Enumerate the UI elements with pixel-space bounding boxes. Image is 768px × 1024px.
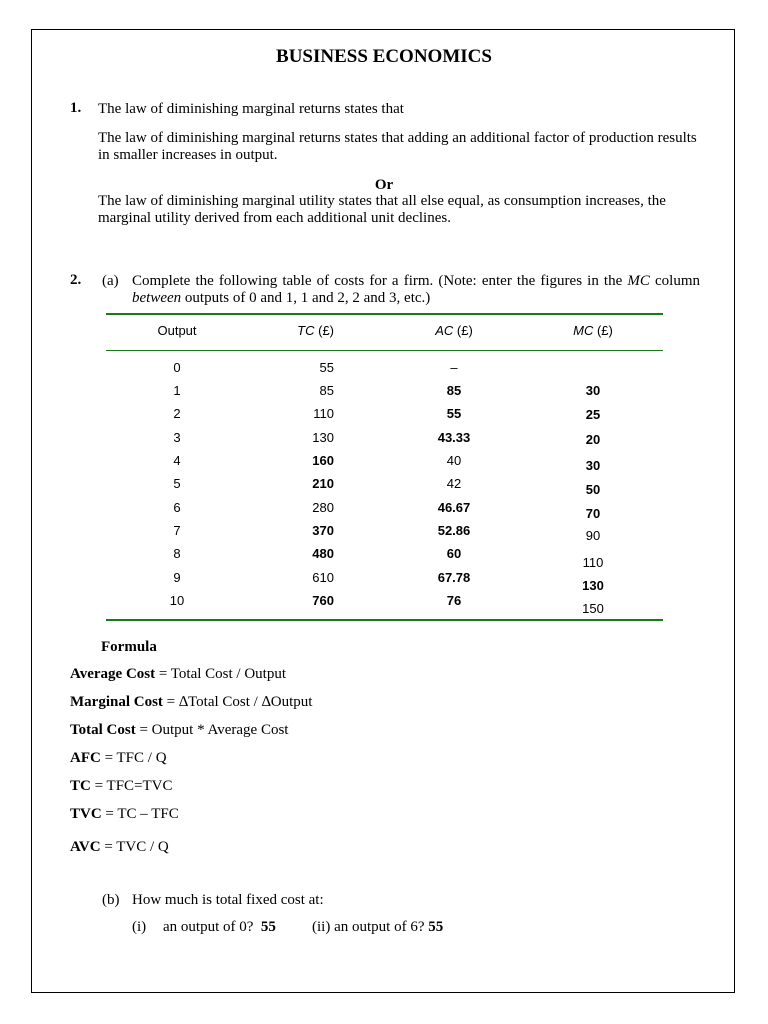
ac-cell-answer: 76	[446, 593, 462, 608]
output-cell: 3	[173, 430, 181, 445]
q1-answer-utility: The law of diminishing marginal utility states that all else equal, as consumption increases, the marginal utility derived from each additional unit declines.	[98, 193, 666, 226]
table-bottom-rule	[106, 619, 663, 621]
mc-cell-answer: 25	[585, 407, 601, 422]
formula-tc: TC = TFC=TVC	[70, 778, 173, 794]
q2-part-b-ii: (ii) an output of 6? 55	[312, 919, 444, 935]
output-cell: 7	[173, 523, 181, 538]
q1-number: 1.	[70, 100, 82, 116]
tc-cell: 110	[313, 406, 334, 421]
formula-heading: Formula	[101, 639, 157, 655]
formula-total-cost: Total Cost = Output * Average Cost	[70, 722, 289, 738]
tc-cell-answer: 370	[312, 523, 334, 538]
output-cell: 4	[173, 453, 181, 468]
table-top-rule	[106, 313, 663, 315]
ac-cell-answer: 55	[446, 406, 462, 421]
q1-question: The law of diminishing marginal returns states that	[98, 101, 404, 117]
header-mc: MC (£)	[573, 323, 613, 338]
mc-cell-answer: 30	[585, 383, 601, 398]
tc-cell-answer: 160	[312, 453, 334, 468]
tc-cell: 610	[312, 570, 334, 585]
table-header-rule	[106, 350, 663, 351]
mc-cell: 150	[582, 601, 604, 616]
tc-cell: 85	[319, 383, 334, 398]
output-cell: 2	[173, 406, 181, 421]
output-cell: 8	[173, 546, 181, 561]
header-tc: TC (£)	[297, 323, 334, 338]
formula-avc: AVC = TVC / Q	[70, 839, 169, 855]
ac-cell: 42	[446, 476, 462, 491]
ac-cell-answer: 43.33	[437, 430, 471, 445]
ac-cell-answer: 52.86	[437, 523, 471, 538]
output-cell: 6	[173, 500, 181, 515]
mc-cell-answer: 50	[585, 482, 601, 497]
output-cell: 9	[173, 570, 181, 585]
q2-number: 2.	[70, 272, 82, 288]
q2-part-a-instructions: Complete the following table of costs for a firm. (Note: enter the figures in the MC column between outputs of 0 and 1, 1 and 2, 2 and 3, etc.)	[132, 273, 700, 306]
mc-cell-answer: 70	[585, 506, 601, 521]
formula-marginal-cost: Marginal Cost = ∆Total Cost / ∆Output	[70, 694, 313, 710]
tc-cell-answer: 480	[312, 546, 334, 561]
ac-cell-answer: 67.78	[437, 570, 471, 585]
q2-part-a-label: (a)	[102, 273, 119, 289]
tc-cell: 130	[312, 430, 334, 445]
mc-cell-answer: 20	[585, 432, 601, 447]
header-ac: AC (£)	[435, 323, 473, 338]
tc-cell-answer: 760	[312, 593, 334, 608]
ac-cell-answer: 46.67	[437, 500, 471, 515]
document-page	[31, 29, 735, 993]
ac-cell-answer: 60	[446, 546, 462, 561]
q2-part-b-i: an output of 0? 55	[163, 919, 276, 935]
ac-cell-answer: 85	[446, 383, 462, 398]
mc-cell-answer: 130	[582, 578, 604, 593]
ac-cell: 40	[446, 453, 462, 468]
output-cell: 10	[169, 593, 185, 608]
output-cell: 5	[173, 476, 181, 491]
q2-part-b-question: How much is total fixed cost at:	[132, 892, 324, 908]
tc-cell: 280	[312, 500, 334, 515]
tc-cell: 55	[319, 360, 334, 375]
formula-tvc: TVC = TC – TFC	[70, 806, 179, 822]
q1-answer-returns: The law of diminishing marginal returns states that adding an additional factor of production results in smaller increases in output.	[98, 130, 697, 163]
formula-average-cost: Average Cost = Total Cost / Output	[70, 666, 287, 682]
ac-cell: –	[450, 360, 458, 375]
mc-cell: 110	[582, 555, 604, 570]
document-title: BUSINESS ECONOMICS	[276, 46, 492, 67]
mc-cell-answer: 30	[585, 458, 601, 473]
q2-part-b-label: (b)	[102, 892, 120, 908]
q1-or: Or	[374, 177, 394, 193]
mc-cell: 90	[585, 528, 601, 543]
formula-afc: AFC = TFC / Q	[70, 750, 167, 766]
header-output: Output	[157, 323, 197, 338]
output-cell: 0	[173, 360, 181, 375]
tc-cell-answer: 210	[312, 476, 334, 491]
output-cell: 1	[173, 383, 181, 398]
q2-part-b-i-label: (i)	[132, 919, 147, 935]
